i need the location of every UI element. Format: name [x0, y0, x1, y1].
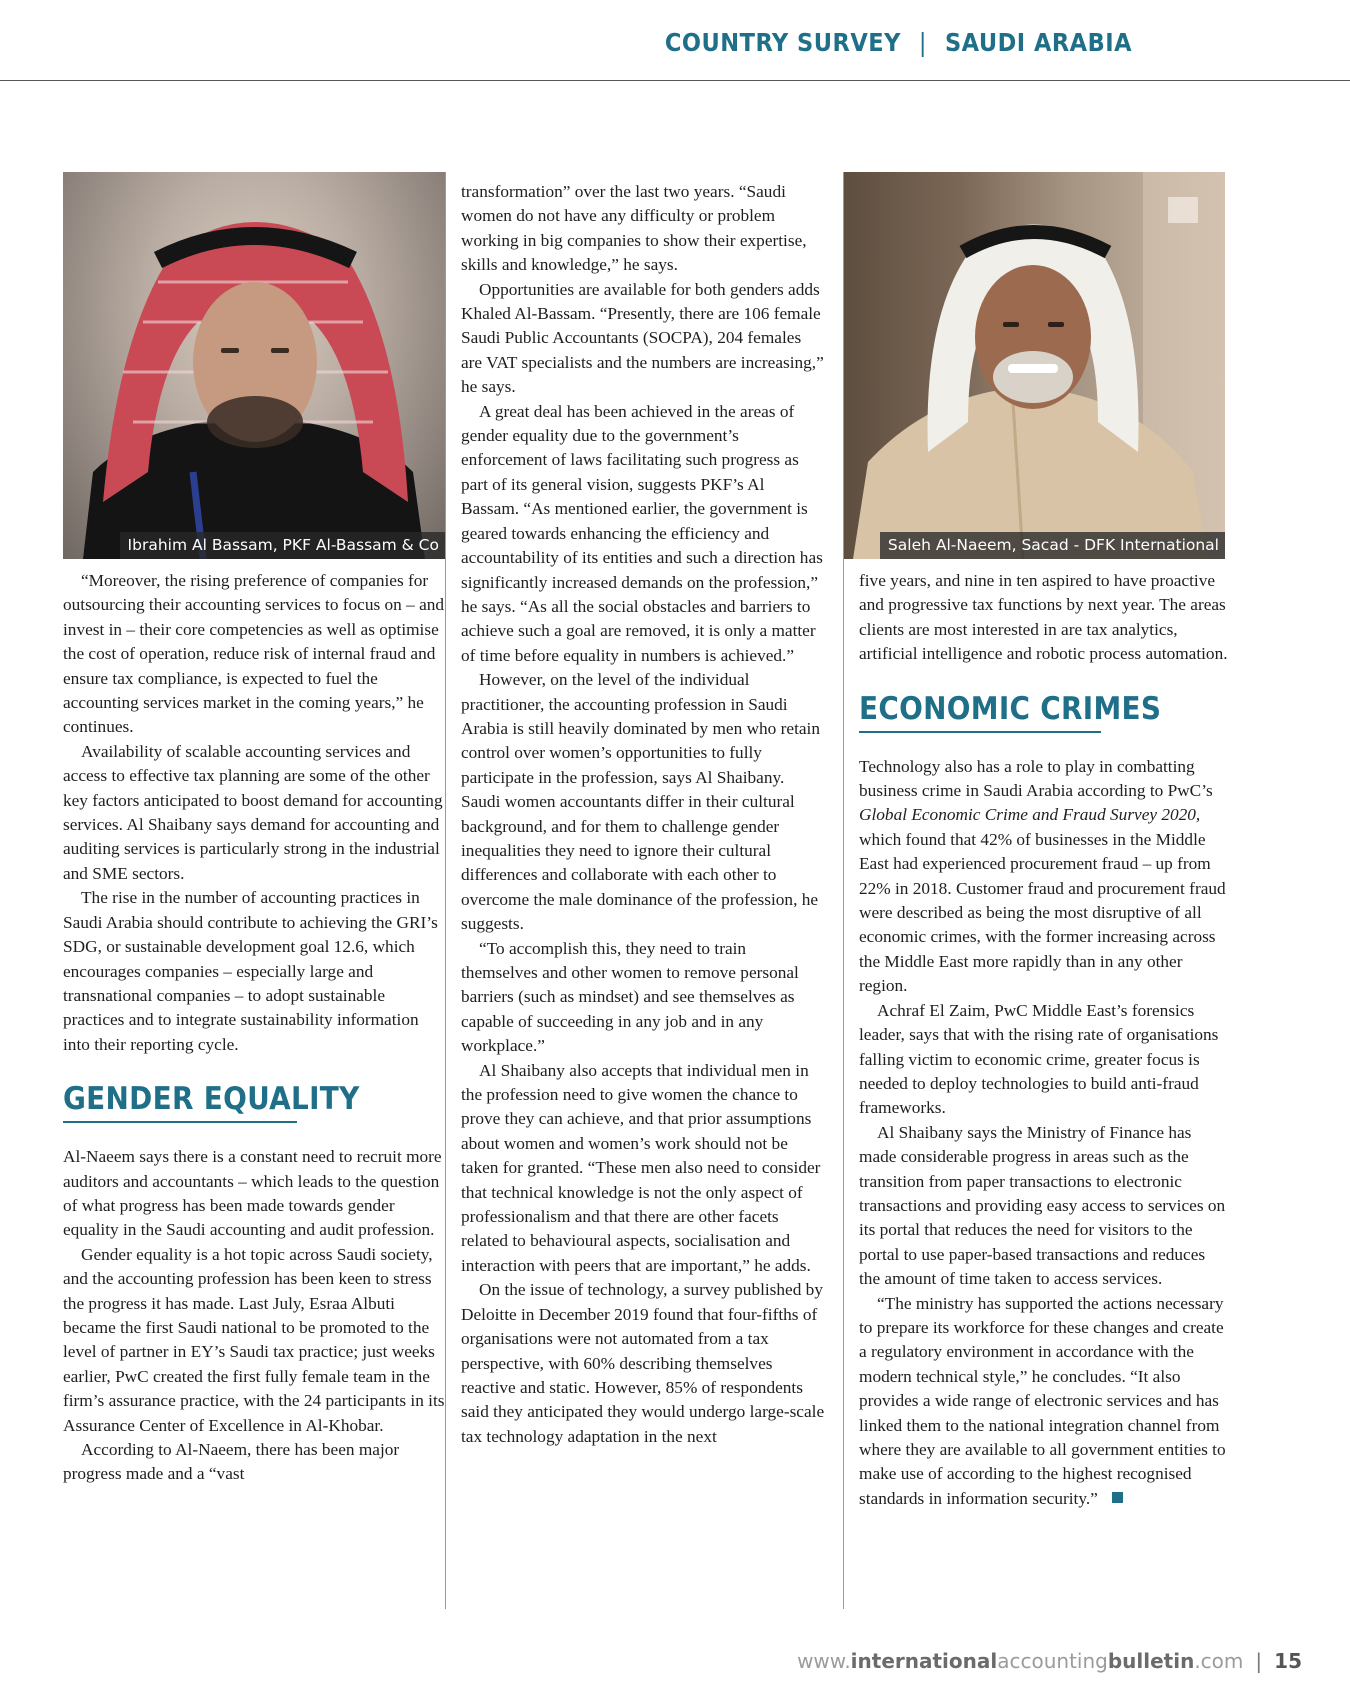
paragraph: On the issue of technology, a survey published by Deloitte in December 2019 found that four-fifths of organisations were not automated from a tax perspective, with 60% describing themselves reactive and static. However, 85% of respondents said they anticipated they would undergo large-scale tax technology adaptation in the next: [461, 1280, 825, 1446]
photo-caption-1: Ibrahim Al Bassam, PKF Al-Bassam & Co: [120, 532, 445, 559]
page-number: 15: [1274, 1649, 1302, 1673]
paragraph: [859, 755, 1229, 999]
header-section: COUNTRY SURVEY: [664, 28, 901, 57]
paragraph: Gender equality is a hot topic across Saudi society, and the accounting profession has been keen to stress the progress it has made. Last July, Esraa Albuti became the first Saudi national to be promoted to the level of partner in EY’s Saudi tax practice; just weeks earlier, PwC created the first fully female team in the firm’s assurance practice, with the 24 participants in its Assurance Center of Excellence in Al-Khobar.: [63, 1244, 445, 1435]
running-header: [665, 28, 1132, 57]
paragraph-text: which found that 42% of businesses in the Middle East had experienced procurement fraud – up from 22% in 2018. Customer fraud and procurement fraud were described as being the most disruptive of all economic crimes, with the former increasing across the Middle East more rapidly than in any other region.: [859, 829, 1226, 996]
paragraph: [859, 1292, 1229, 1512]
paragraph: “To accomplish this, they need to train themselves and other women to remove personal barriers (such as mindset) and see themselves as capable of succeeding in any job and in any workplace.”: [461, 938, 799, 1056]
url-part: .com: [1194, 1649, 1244, 1673]
portrait-photo-ibrahim: [63, 172, 445, 559]
photo-caption-2: Saleh Al-Naeem, Sacad - DFK International: [880, 532, 1225, 559]
footer-separator: |: [1255, 1649, 1263, 1673]
paragraph: Al Shaibany also accepts that individual men in the profession need to give women the chance to prove they can achieve, and that prior assumptions about women and women’s work should not be taken for granted. “These men also need to consider that technical knowledge is not the only aspect of professionalism and that there are other facets related to behavioural aspects, socialisation and interaction with peers that are important,” he adds.: [461, 1060, 821, 1275]
header-rule: [0, 80, 1350, 81]
url-part: www.: [797, 1649, 851, 1673]
paragraph: However, on the level of the individual practitioner, the accounting profession in Saudi Arabia is still heavily dominated by men who retain control over women’s opportunities to fully participate in the profession, says Al Shaibany. Saudi women accountants differ in their cultural background, and for them to challenge gender inequalities they need to ignore their cultural differences and collaborate with each other to overcome the male dominance of the profession, he suggests.: [461, 670, 820, 934]
article-column-3: [859, 569, 1229, 1511]
paragraph: Achraf El Zaim, PwC Middle East’s forensics leader, says that with the rising rate of organisations falling victim to economic crime, greater focus is needed to deploy technologies to build anti-fraud frameworks.: [859, 1000, 1219, 1118]
end-of-article-mark: [1112, 1492, 1123, 1503]
paragraph: “Moreover, the rising preference of companies for outsourcing their accounting services to focus on – and invest in – their core competencies as well as optimise the cost of operation, reduce risk of internal fraud and ensure tax compliance, is expected to fuel the accounting services market in the coming years,” he continues.: [63, 571, 445, 737]
url-part: accounting: [997, 1649, 1108, 1673]
paragraph: Opportunities are available for both genders adds Khaled Al-Bassam. “Presently, there are 106 female Saudi Public Accountants (SOCPA), 204 females are VAT specialists and the numbers are increasing,” he says.: [461, 279, 824, 397]
header-separator: |: [918, 28, 927, 57]
paragraph: Al Shaibany says the Ministry of Finance has made considerable progress in areas such as the transition from paper transactions to electronic transactions and providing easy access to services on its portal that reduces the need for visitors to the portal to use paper-based transactions and reduces the amount of time taken to access services.: [859, 1122, 1226, 1289]
header-country: SAUDI ARABIA: [944, 28, 1132, 57]
heading-underline: [63, 1121, 297, 1123]
paragraph: five years, and nine in ten aspired to have proactive and progressive tax functions by next year. The areas clients are most interested in are tax analytics, artificial intelligence and robotic process automation.: [859, 571, 1228, 664]
article-column-1: [63, 569, 449, 1487]
portrait-illustration: [843, 172, 1225, 559]
section-heading-gender-equality: GENDER EQUALITY: [63, 1081, 360, 1118]
paragraph-text: “The ministry has supported the actions necessary to prepare its workforce for these changes and create a regulatory environment in accordance with the modern technical style,” he concludes. “It also provides a wide range of electronic services and has linked them to the national integration channel from where they are available to all government entities to make use of according to the highest recognised standards in information security.”: [859, 1293, 1226, 1508]
portrait-photo-saleh: [843, 172, 1225, 559]
url-part: international: [850, 1649, 998, 1673]
portrait-illustration: [63, 172, 445, 559]
heading-underline: [859, 731, 1101, 733]
url-part: bulletin: [1107, 1649, 1195, 1673]
page-footer: [797, 1649, 1302, 1673]
section-heading-economic-crimes: ECONOMIC CRIMES: [859, 690, 1162, 727]
article-column-2: [461, 180, 825, 1449]
paragraph: Availability of scalable accounting services and access to effective tax planning are some of the other key factors anticipated to boost demand for accounting services. Al Shaibany says demand for accounting and auditing services is particularly strong in the industrial and SME sectors.: [63, 741, 443, 883]
paragraph: A great deal has been achieved in the areas of gender equality due to the government’s enforcement of laws facilitating such progress as part of its general vision, suggests PKF’s Al Bassam. “As mentioned earlier, the government is geared towards enhancing the efficiency and accountability of its entities and such a direction has significantly increased demands on the profession,” he says. “As all the social obstacles and barriers to achieve such a goal are removed, it is only a matter of time before equality in numbers is achieved.”: [461, 401, 823, 665]
paragraph: According to Al-Naeem, there has been major progress made and a “vast: [63, 1440, 400, 1484]
paragraph: Al-Naeem says there is a constant need to recruit more auditors and accountants – which leads to the question of what progress has been made towards gender equality in the Saudi accounting and audit profession.: [63, 1147, 442, 1240]
footer-url[interactable]: [797, 1649, 1243, 1673]
survey-title: Global Economic Crime and Fraud Survey 2020,: [859, 805, 1201, 825]
paragraph-text: Technology also has a role to play in combatting business crime in Saudi Arabia according to PwC’s: [859, 756, 1213, 801]
paragraph: The rise in the number of accounting practices in Saudi Arabia should contribute to achieving the GRI’s SDG, or sustainable development goal 12.6, which encourages companies – especially large and transnational companies – to adopt sustainable practices and to integrate sustainability information into their reporting cycle.: [63, 888, 438, 1054]
column-divider: [843, 172, 844, 1609]
paragraph: transformation” over the last two years. “Saudi women do not have any difficulty or problem working in big companies to show their expertise, skills and knowledge,” he says.: [461, 182, 807, 275]
